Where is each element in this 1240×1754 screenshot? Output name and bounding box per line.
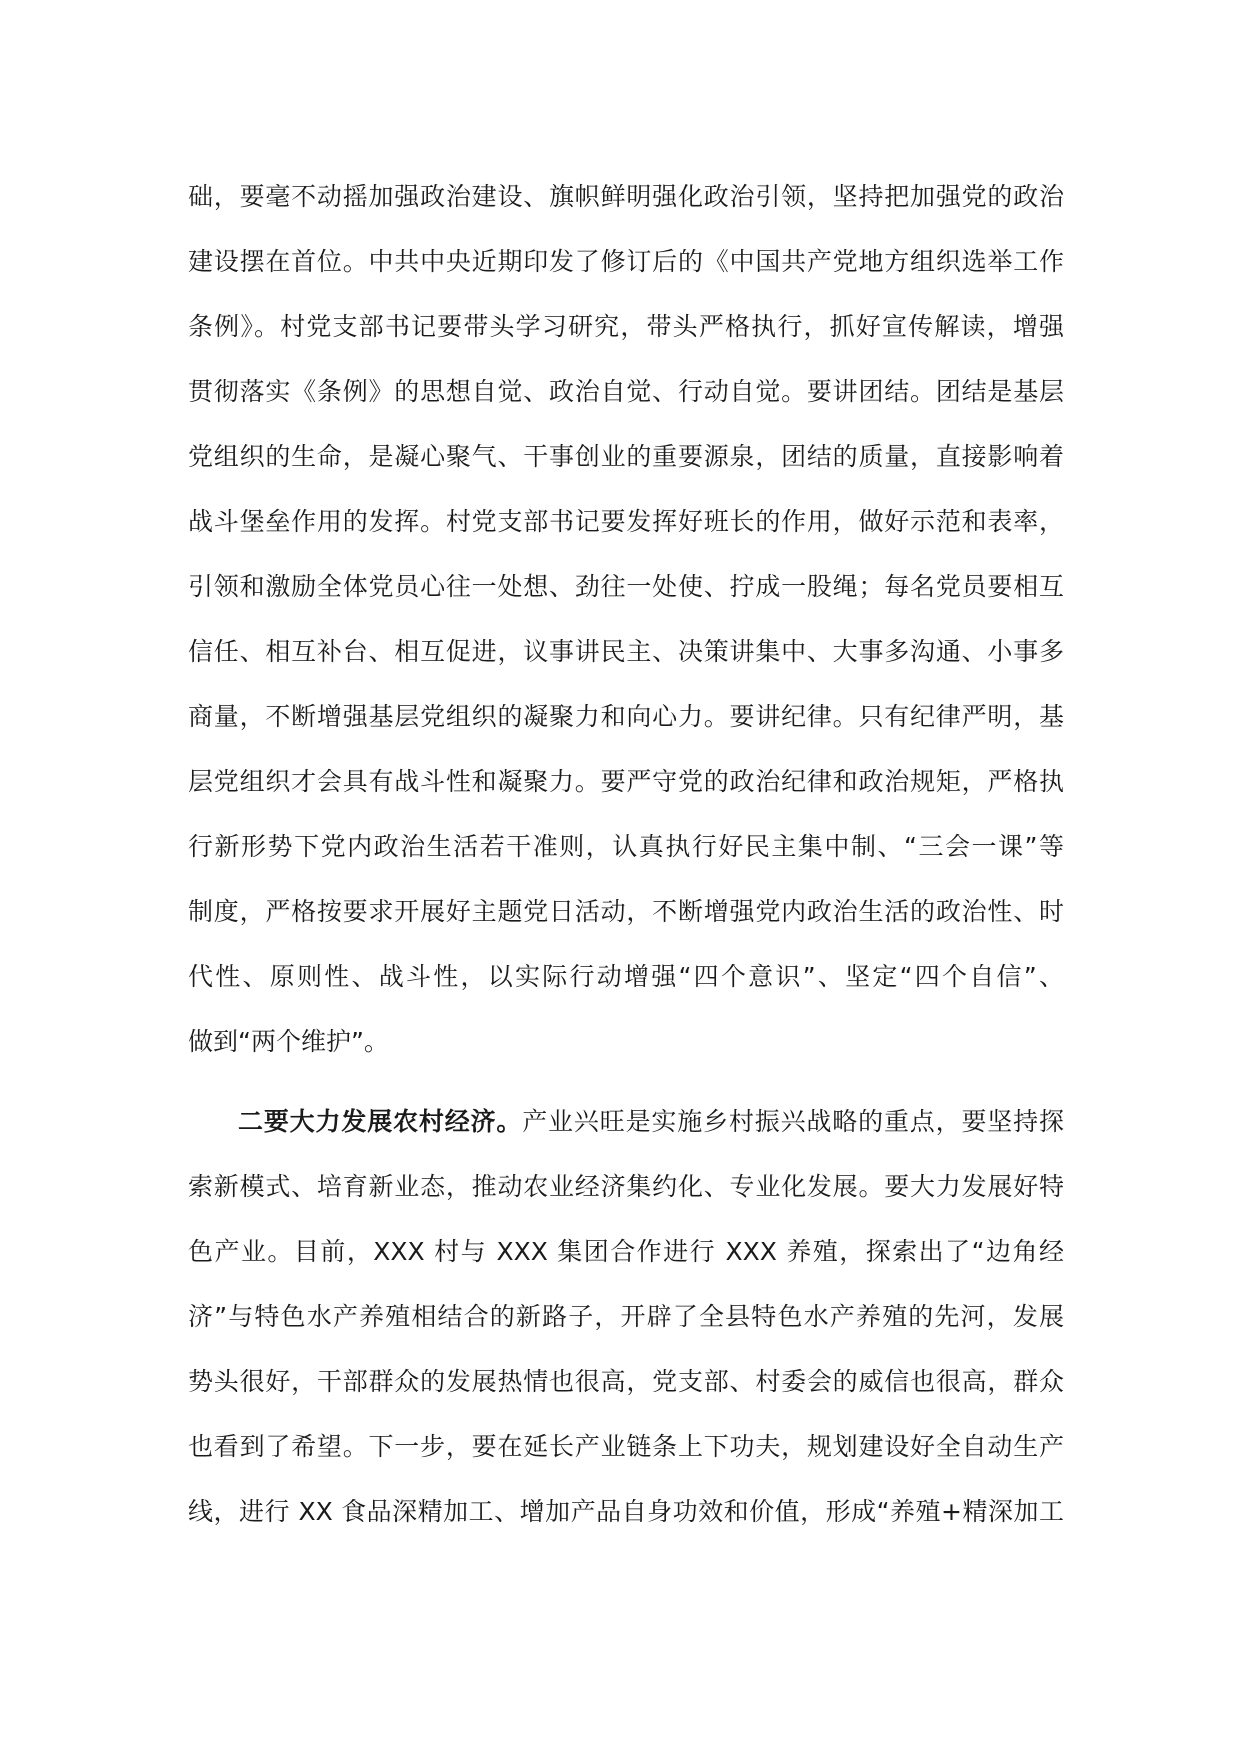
text-line: 代性、原则性、战斗性，以实际行动增强“四个意识”、坚定“四个自信”、 [188, 962, 1064, 991]
text-line: 索新模式、培育新业态，推动农业经济集约化、专业化发展。要大力发展好特 [188, 1172, 1064, 1201]
text-line: 建设摆在首位。中共中央近期印发了修订后的《中国共产党地方组织选举工作 [188, 247, 1064, 276]
text-line: 势头很好，干部群众的发展热情也很高，党支部、村委会的威信也很高，群众 [188, 1367, 1064, 1396]
text-line: 战斗堡垒作用的发挥。村党支部书记要发挥好班长的作用，做好示范和表率， [188, 507, 1064, 536]
paragraph-heading: 二要大力发展农村经济。 [238, 1107, 523, 1136]
text-line: 层党组织才会具有战斗性和凝聚力。要严守党的政治纪律和政治规矩，严格执 [188, 767, 1064, 796]
paragraph-party-building [188, 164, 1064, 1074]
text-line: 做到“两个维护”。 [188, 1027, 389, 1056]
text-line: 制度，严格按要求开展好主题党日活动，不断增强党内政治生活的政治性、时 [188, 897, 1064, 926]
text-line: 也看到了希望。下一步，要在延长产业链条上下功夫，规划建设好全自动生产 [188, 1432, 1064, 1461]
text-line: 条例》。村党支部书记要带头学习研究，带头严格执行，抓好宣传解读，增强 [188, 312, 1064, 341]
text-line-first [188, 1089, 1064, 1154]
heading-continuation: 产业兴旺是实施乡村振兴战略的重点，要坚持探 [522, 1107, 1064, 1136]
paragraph-rural-economy [188, 1089, 1064, 1544]
text-line: 济”与特色水产养殖相结合的新路子，开辟了全县特色水产养殖的先河，发展 [188, 1302, 1064, 1331]
text-line: 线，进行 XX 食品深精加工、增加产品自身功效和价值，形成“养殖+精深加工 [188, 1497, 1064, 1526]
text-line: 信任、相互补台、相互促进，议事讲民主、决策讲集中、大事多沟通、小事多 [188, 637, 1064, 666]
text-line: 行新形势下党内政治生活若干准则，认真执行好民主集中制、“三会一课”等 [188, 832, 1064, 861]
text-line: 党组织的生命，是凝心聚气、干事创业的重要源泉，团结的质量，直接影响着 [188, 442, 1064, 471]
text-line: 商量，不断增强基层党组织的凝聚力和向心力。要讲纪律。只有纪律严明，基 [188, 702, 1064, 731]
text-line: 础，要毫不动摇加强政治建设、旗帜鲜明强化政治引领，坚持把加强党的政治 [188, 182, 1064, 211]
text-line: 引领和激励全体党员心往一处想、劲往一处使、拧成一股绳；每名党员要相互 [188, 572, 1064, 601]
text-line: 色产业。目前，XXX 村与 XXX 集团合作进行 XXX 养殖，探索出了“边角经 [188, 1237, 1064, 1266]
text-line: 贯彻落实《条例》的思想自觉、政治自觉、行动自觉。要讲团结。团结是基层 [188, 377, 1064, 406]
